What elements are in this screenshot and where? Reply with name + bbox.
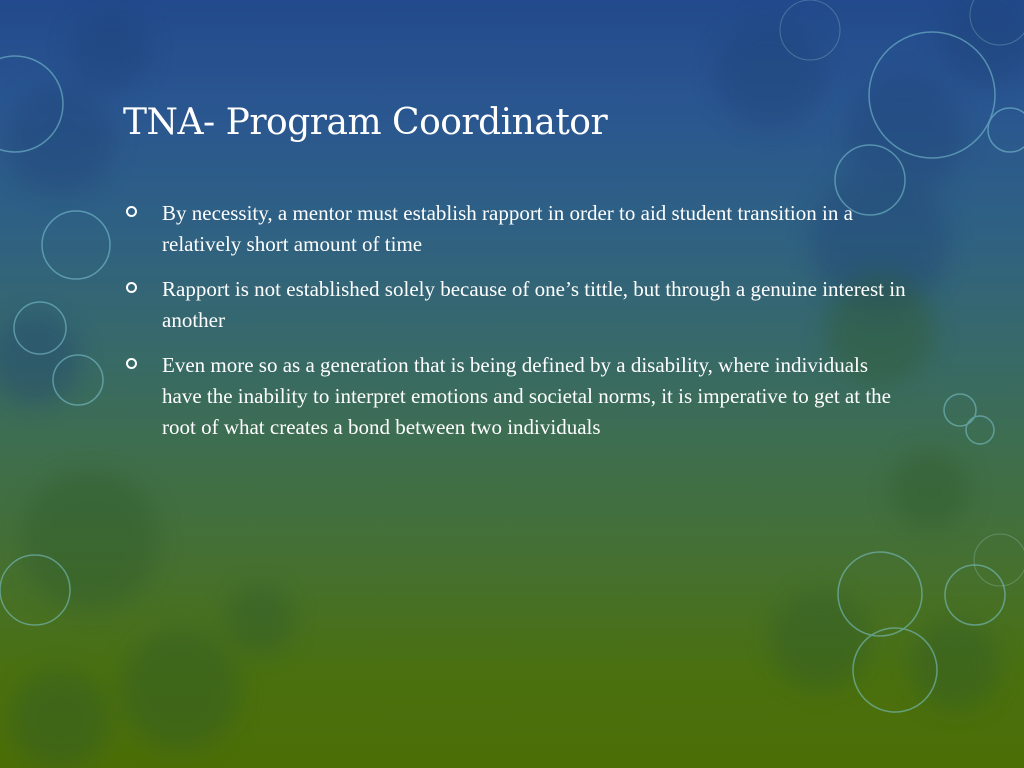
bullet-item: [126, 198, 906, 260]
bullet-text: Rapport is not established solely because of one’s tittle, but through a genuine interest in another: [162, 277, 906, 332]
bullet-text: By necessity, a mentor must establish rapport in order to aid student transition in a relatively short amount of time: [162, 201, 853, 256]
bullet-list: [126, 198, 906, 457]
bullet-item: [126, 350, 906, 443]
hollow-circle-bullet-icon: [126, 282, 137, 293]
hollow-circle-bullet-icon: [126, 206, 137, 217]
bullet-item: [126, 274, 906, 336]
slide-title: TNA- Program Coordinator: [123, 102, 608, 143]
hollow-circle-bullet-icon: [126, 358, 137, 369]
bullet-text: Even more so as a generation that is being defined by a disability, where individuals have the inability to interpret emotions and societal norms, it is imperative to get at the root of what creates a bond between two individuals: [162, 353, 891, 439]
